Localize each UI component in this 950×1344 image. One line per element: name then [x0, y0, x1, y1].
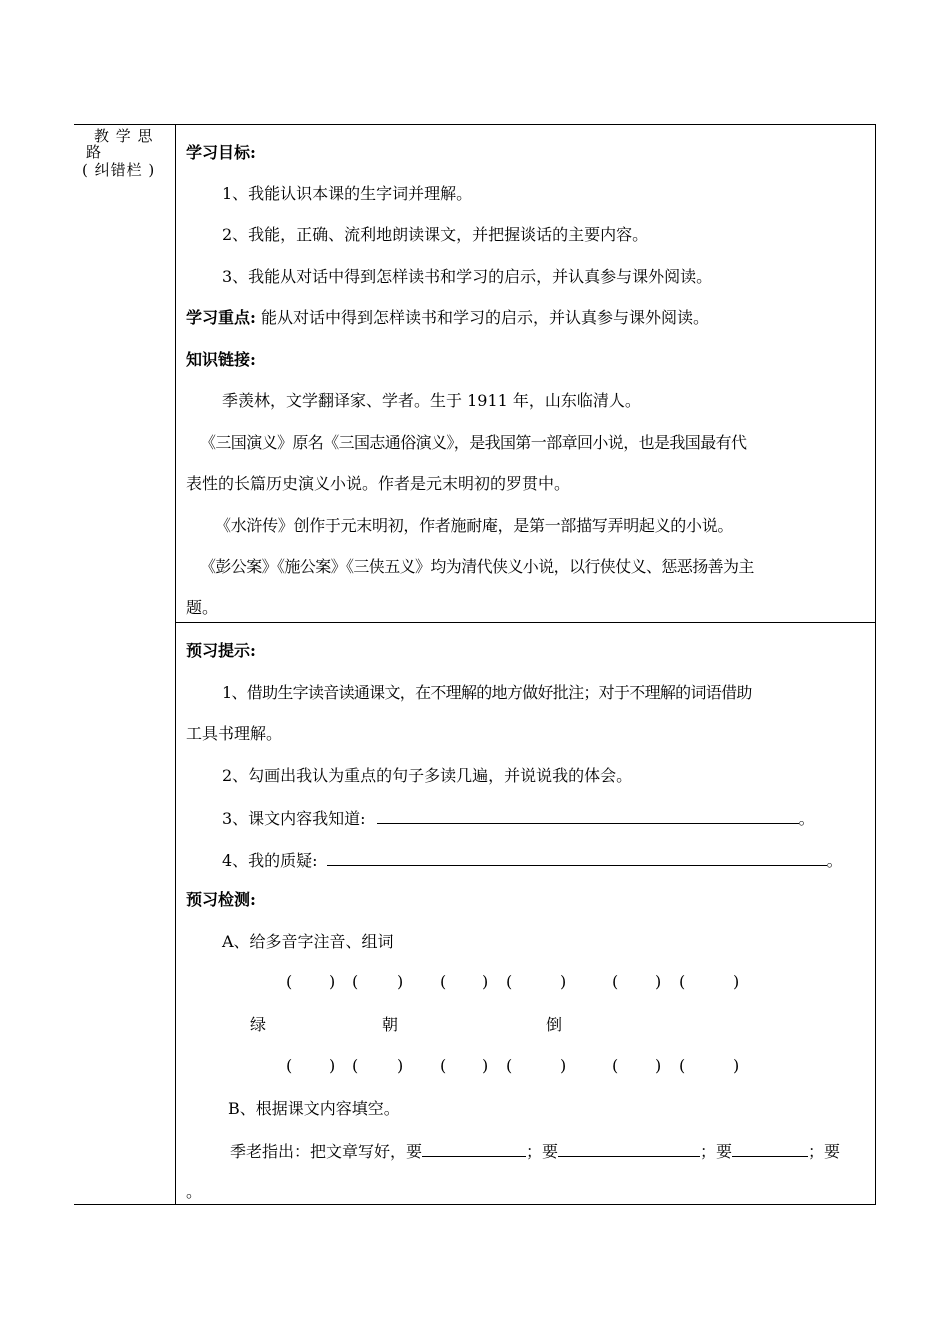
preview-tip-4-label: 4、我的质疑:: [222, 851, 318, 870]
fill-end: ；要: [808, 1142, 841, 1161]
fill-separator: ；要: [526, 1142, 559, 1161]
fill-sentence: [230, 1140, 840, 1162]
table-right-border: [875, 124, 876, 1205]
paren-open: (: [612, 1056, 619, 1075]
paren-open: (: [612, 972, 619, 991]
preview-tip-1-line2: 工具书理解。: [186, 724, 283, 743]
paren-close: ): [397, 1056, 404, 1075]
sidebar-label-line1: 教 学 思: [94, 127, 154, 145]
knowledge-paragraph-4-line2: 题。: [186, 598, 219, 617]
paren-open: (: [679, 972, 686, 991]
preview-tip-4: [222, 849, 843, 871]
table-top-border: [74, 124, 876, 125]
preview-tip-2: 2、勾画出我认为重点的句子多读几遍，并说说我的体会。: [222, 766, 633, 785]
paren-close: ): [397, 972, 404, 991]
row-divider: [176, 622, 876, 623]
paren-open: (: [440, 1056, 447, 1075]
focus-line: [186, 308, 709, 328]
paren-close: ): [482, 972, 489, 991]
preview-tip-3: [222, 807, 815, 829]
focus-heading: 学习重点:: [186, 308, 256, 327]
focus-text: 能从对话中得到怎样读书和学习的启示，并认真参与课外阅读。: [261, 308, 710, 327]
fill-blank-3[interactable]: [732, 1140, 808, 1157]
column-divider: [175, 124, 176, 1205]
fill-blank-1[interactable]: [422, 1140, 526, 1157]
paren-open: (: [286, 1056, 293, 1075]
paren-close: ): [329, 1056, 336, 1075]
knowledge-paragraph-3: 《水浒传》创作于元末明初，作者施耐庵，是第一部描写弄明起义的小说。: [215, 516, 734, 535]
preview-tips-heading: 预习提示:: [186, 641, 256, 660]
polyphonic-char-2: 朝: [382, 1015, 399, 1034]
goals-heading: 学习目标:: [186, 143, 256, 162]
fill-intro: 季老指出：把文章写好，要: [230, 1142, 423, 1161]
preview-check-heading: 预习检测:: [186, 890, 256, 909]
knowledge-paragraph-2-line2: 表性的长篇历史演义小说。作者是元末明初的罗贯中。: [186, 474, 571, 493]
answer-blank-content[interactable]: [377, 807, 799, 824]
paren-open: (: [506, 1056, 513, 1075]
knowledge-paragraph-4-line1: 《彭公案》《施公案》《三侠五义》均为清代侠义小说，以行侠仗义、惩恶扬善为主: [200, 557, 754, 576]
paren-close: ): [733, 972, 740, 991]
paren-close: ): [560, 1056, 567, 1075]
paren-close: ): [733, 1056, 740, 1075]
polyphonic-char-3: 倒: [546, 1015, 563, 1034]
part-a-instruction: A、给多音字注音、组词: [222, 932, 394, 951]
goal-item-2: 2、我能，正确、流利地朗读课文，并把握谈话的主要内容。: [222, 225, 649, 244]
paren-close: ): [655, 1056, 662, 1075]
fill-blank-2[interactable]: [558, 1140, 700, 1157]
goal-item-1: 1、我能认识本课的生字词并理解。: [222, 184, 473, 203]
knowledge-paragraph-1: 季羡林，文学翻译家、学者。生于 1911 年，山东临清人。: [222, 391, 641, 410]
paren-close: ): [560, 972, 567, 991]
fill-separator: ；要: [700, 1142, 733, 1161]
polyphonic-char-1: 绿: [250, 1015, 267, 1034]
knowledge-heading: 知识链接:: [186, 350, 256, 369]
part-b-instruction: B、根据课文内容填空。: [228, 1099, 400, 1118]
answer-blank-question[interactable]: [327, 849, 827, 866]
paren-open: (: [352, 1056, 359, 1075]
paren-close: ): [655, 972, 662, 991]
paren-close: ): [329, 972, 336, 991]
paren-open: (: [286, 972, 293, 991]
sidebar-label: [80, 128, 166, 178]
paren-close: ): [482, 1056, 489, 1075]
preview-tip-3-label: 3、课文内容我知道:: [222, 809, 366, 828]
paren-open: (: [440, 972, 447, 991]
knowledge-paragraph-2-line1: 《三国演义》原名《三国志通俗演义》，是我国第一部章回小说，也是我国最有代: [200, 433, 747, 452]
fill-last-line: 。: [186, 1182, 203, 1201]
sidebar-label-line3: ( 纠错栏 ): [82, 161, 156, 179]
goal-item-3: 3、我能从对话中得到怎样读书和学习的启示，并认真参与课外阅读。: [222, 267, 713, 286]
paren-open: (: [506, 972, 513, 991]
end-mark: 。: [826, 851, 843, 870]
preview-tip-1-line1: 1、借助生字读音读通课文，在不理解的地方做好批注；对于不理解的词语借助: [222, 683, 752, 702]
end-mark: 。: [798, 809, 815, 828]
sidebar-label-line2: 路: [86, 143, 103, 161]
table-bottom-border: [74, 1204, 876, 1205]
paren-open: (: [352, 972, 359, 991]
paren-open: (: [679, 1056, 686, 1075]
